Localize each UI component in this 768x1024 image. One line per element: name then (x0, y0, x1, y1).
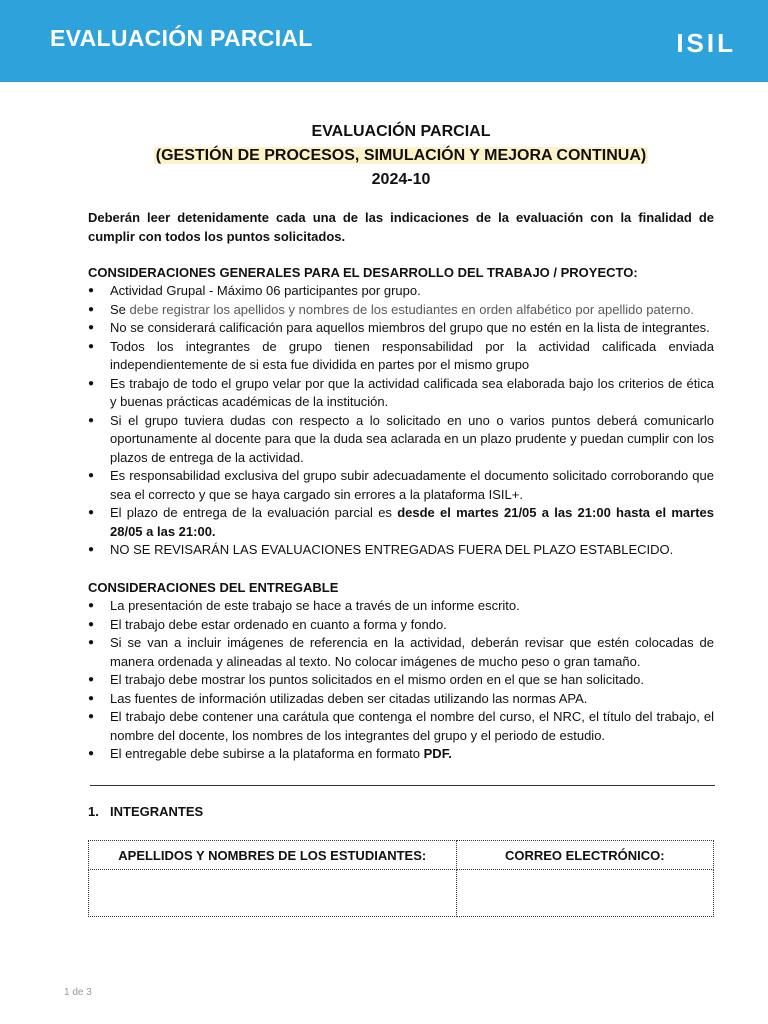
list-item-text: Se (110, 301, 130, 317)
members-table (88, 840, 714, 917)
list-item: ● Es responsabilidad exclusiva del grupo subir adecuadamente el documento solicitado corroborando que sea el correcto y que se haya cargado sin errores a la plataforma ISIL+. (88, 467, 714, 504)
column-header-email: CORREO ELECTRÓNICO: (456, 841, 714, 870)
section-number: 1. (88, 804, 99, 819)
email-cell[interactable] (456, 870, 714, 917)
deliverable-considerations-list (88, 597, 714, 764)
header-banner (0, 0, 768, 82)
list-item: ● Todos los integrantes de grupo tienen responsabilidad por la actividad calificada enviada independientemente de si esta fue dividida en partes por el mismo grupo (88, 338, 714, 375)
intro-paragraph: Deberán leer detenidamente cada una de las indicaciones de la evaluación con la finalidad de cumplir con todos los puntos solicitados. (88, 210, 714, 244)
period-label: 2024-10 (371, 171, 431, 188)
list-item: ● No se considerará calificación para aquellos miembros del grupo que no estén en la lista de integrantes. (88, 319, 714, 338)
list-item: ● Si el grupo tuviera dudas con respecto a lo solicitado en uno o varios puntos deberá comunicarlo oportunamente al docente para que la duda sea aclarada en un plazo prudente y puedan cumplir con los plazos de entrega de la actividad. (88, 412, 714, 468)
page-number: 1 de 3 (64, 987, 92, 998)
course-title-text: (GESTIÓN DE PROCESOS, SIMULACIÓN Y MEJORA CONTINUA) (155, 147, 647, 164)
course-title (88, 145, 714, 167)
table-header-row (89, 841, 714, 870)
list-item-bold-text: PDF. (423, 746, 452, 761)
isil-logo: ISIL (676, 28, 736, 58)
column-header-names: APELLIDOS Y NOMBRES DE LOS ESTUDIANTES: (89, 841, 457, 870)
list-item: ● La presentación de este trabajo se hace a través de un informe escrito. (88, 597, 714, 616)
list-item: ● Las fuentes de información utilizadas deben ser citadas utilizando las normas APA. (88, 690, 714, 709)
names-cell[interactable] (89, 870, 457, 917)
section-divider (90, 785, 715, 786)
list-item-text: El plazo de entrega de la evaluación parcial es (110, 505, 398, 520)
list-item: ● Actividad Grupal - Máximo 06 participantes por grupo. (88, 282, 714, 301)
general-considerations-list (88, 282, 714, 560)
list-item-bold-text: desde el martes 21/05 a las 21:00 hasta el martes 28/05 a las 21:00. (110, 505, 714, 539)
list-item: ● NO SE REVISARÁN LAS EVALUACIONES ENTREGADAS FUERA DEL PLAZO ESTABLECIDO. (88, 541, 714, 560)
list-item (88, 301, 714, 320)
list-item: ● El trabajo debe contener una carátula que contenga el nombre del curso, el NRC, el título del trabajo, el nombre del docente, los nombres de los integrantes del grupo y el periodo de estudio. (88, 708, 714, 745)
list-item: ● Si se van a incluir imágenes de referencia en la actividad, deberán revisar que estén colocadas de manera ordenada y alineadas al texto. No colocar imágenes de mucho peso o gran tamaño. (88, 634, 714, 671)
deliverable-considerations-heading: CONSIDERACIONES DEL ENTREGABLE (88, 580, 339, 595)
section-title: INTEGRANTES (110, 804, 204, 819)
section-integrantes-heading (88, 804, 203, 819)
document-title: EVALUACIÓN PARCIAL (311, 123, 491, 140)
general-considerations-heading: CONSIDERACIONES GENERALES PARA EL DESARROLLO DEL TRABAJO / PROYECTO: (88, 265, 638, 280)
banner-title: EVALUACIÓN PARCIAL (50, 25, 313, 51)
list-item (88, 745, 714, 764)
list-item-grey-text: debe registrar los apellidos y nombres de los estudiantes en orden alfabético por apellido paterno. (129, 301, 694, 317)
list-item: ● El trabajo debe mostrar los puntos solicitados en el mismo orden en el que se han solicitado. (88, 671, 714, 690)
list-item (88, 504, 714, 541)
list-item: ● Es trabajo de todo el grupo velar por que la actividad calificada sea elaborada bajo los criterios de ética y buenas prácticas académicas de la institución. (88, 375, 714, 412)
list-item: ● El trabajo debe estar ordenado en cuanto a forma y fondo. (88, 616, 714, 635)
table-row (89, 870, 714, 917)
list-item-text: El entregable debe subirse a la plataforma en formato (110, 746, 424, 761)
